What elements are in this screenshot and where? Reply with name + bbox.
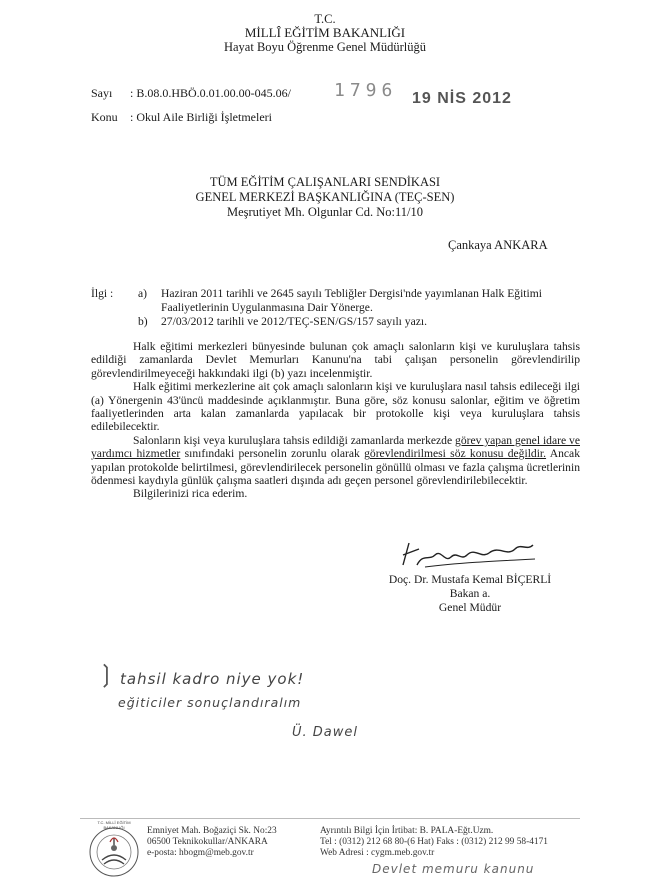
paragraph-3 <box>91 434 580 488</box>
header-directorate: Hayat Boyu Öğrenme Genel Müdürlüğü <box>223 40 427 54</box>
paragraph-3-underline-1: görev yapan genel idare ve yardımcı hizmetler <box>91 433 580 461</box>
handwritten-note-3: Ü. Dawel <box>292 725 358 740</box>
footer-address-block <box>147 826 277 859</box>
paragraph-3-part-a: Salonların kişi veya kuruluşlara tahsis edildiği zamanlarda merkezde <box>133 433 456 447</box>
ilgi-a-line1: Haziran 2011 tarihli ve 2645 sayılı Tebliğler Dergisi'nde yayımlanan Halk Eğitimi <box>161 287 542 300</box>
logo-text: T.C. MİLLÎ EĞİTİM BAKANLIĞI <box>97 820 131 830</box>
footer-street: Emniyet Mah. Boğaziçi Sk. No:23 <box>147 826 277 836</box>
paragraph-3-part-c: Ancak yapılan protokolde belirtilmesi, görevlendirilecek personelin gönüllü olması ve fazla çalışma ücretlerinin ödenmesi kaydıyla günlük çalışma saatleri dışında adı geçen personel görevlendirilebilecektir. <box>91 447 580 488</box>
footer-phone-fax: Tel : (0312) 212 68 80-(6 Hat) Faks : (0312) 212 99 58-4171 <box>320 837 548 847</box>
paragraph-2: Halk eğitimi merkezlerine ait çok amaçlı salonların kişi ve kuruluşlara nasıl tahsis edileceği ilgi (a) Yönergenin 43'üncü maddesinde açıklanmıştır. Buna göre, söz konusu salonlar, eğitim ve öğretim faaliyetlerinden arta kalan zamanlarda yapılacak bir protokolle kişi veya kuruluşlara tahsis edilebilecektir. <box>91 380 580 434</box>
footer-website: Web Adresi : cygm.meb.gov.tr <box>320 848 435 858</box>
footer-contact-block <box>320 826 548 859</box>
ministry-logo-icon <box>88 826 140 878</box>
addressee-line2: GENEL MERKEZİ BAŞKANLIĞINA (TEÇ-SEN) <box>195 190 455 204</box>
footer-contact-person: Ayrıntılı Bilgi İçin İrtibat: B. PALA-Eğt.Uzm. <box>320 826 494 836</box>
stamp-number: 1796 <box>334 80 398 101</box>
konu-label: Konu <box>91 110 118 124</box>
footer-email: e-posta: hbogm@meb.gov.tr <box>147 848 254 858</box>
footer-postcode-city: 06500 Teknikokullar/ANKARA <box>147 837 268 847</box>
footer-divider <box>80 818 580 819</box>
addressee-city: Çankaya ANKARA <box>448 238 548 252</box>
addressee-line3: Meşrutiyet Mh. Olgunlar Cd. No:11/10 <box>226 205 424 219</box>
paragraph-3-part-b: sınıfındaki personelin zorunlu olarak <box>180 447 365 461</box>
ilgi-b-marker: b) <box>138 315 148 328</box>
sayi-value: : B.08.0.HBÖ.0.01.00.00-045.06/ <box>130 86 292 100</box>
handwritten-note-1: tahsil kadro niye yok! <box>120 670 305 688</box>
ilgi-label: İlgi : <box>91 287 114 300</box>
letter-body <box>91 340 580 501</box>
signature-block <box>375 573 565 615</box>
sayi-label: Sayı <box>91 86 113 100</box>
header-tc: T.C. <box>314 12 336 26</box>
addressee-line1: TÜM EĞİTİM ÇALIŞANLARI SENDİKASI <box>209 175 441 189</box>
handwritten-note-4: Devlet memuru kanunu <box>372 862 535 876</box>
konu-value: : Okul Aile Birliği İşletmeleri <box>130 110 272 124</box>
stamp-date: 19 NİS 2012 <box>412 90 512 107</box>
ilgi-b-line1: 27/03/2012 tarihli ve 2012/TEÇ-SEN/GS/157 sayılı yazı. <box>161 315 427 328</box>
paragraph-3-underline-2: görevlendirilmesi söz konusu değildir. <box>364 447 547 461</box>
paragraph-4: Bilgilerinizi rica ederim. <box>133 487 248 501</box>
signatory-title-1: Bakan a. <box>449 587 491 600</box>
signatory-title-2: Genel Müdür <box>438 601 502 614</box>
header-ministry: MİLLÎ EĞİTİM BAKANLIĞI <box>244 25 406 40</box>
paragraph-1: Halk eğitimi merkezleri bünyesinde bulunan çok amaçlı salonların kişi ve kuruluşlara tahsis edildiği zamanlarda Devlet Memurları Kanunu'na tabi çalışan personelin görevlendirilip görevlendirilmeyeceği hakkındaki ilgi (b) yazı incelenmiştir. <box>91 340 580 380</box>
handwritten-note-2: eğiticiler sonuçlandıralım <box>118 695 302 710</box>
ilgi-a-line2: Faaliyetlerinin Uygulanmasına Dair Yönerge. <box>161 301 373 314</box>
handwritten-bracket-icon: ❳ <box>96 660 118 688</box>
signature-scribble <box>395 535 545 573</box>
signatory-name: Doç. Dr. Mustafa Kemal BİÇERLİ <box>388 573 552 586</box>
ilgi-a-marker: a) <box>138 287 148 300</box>
